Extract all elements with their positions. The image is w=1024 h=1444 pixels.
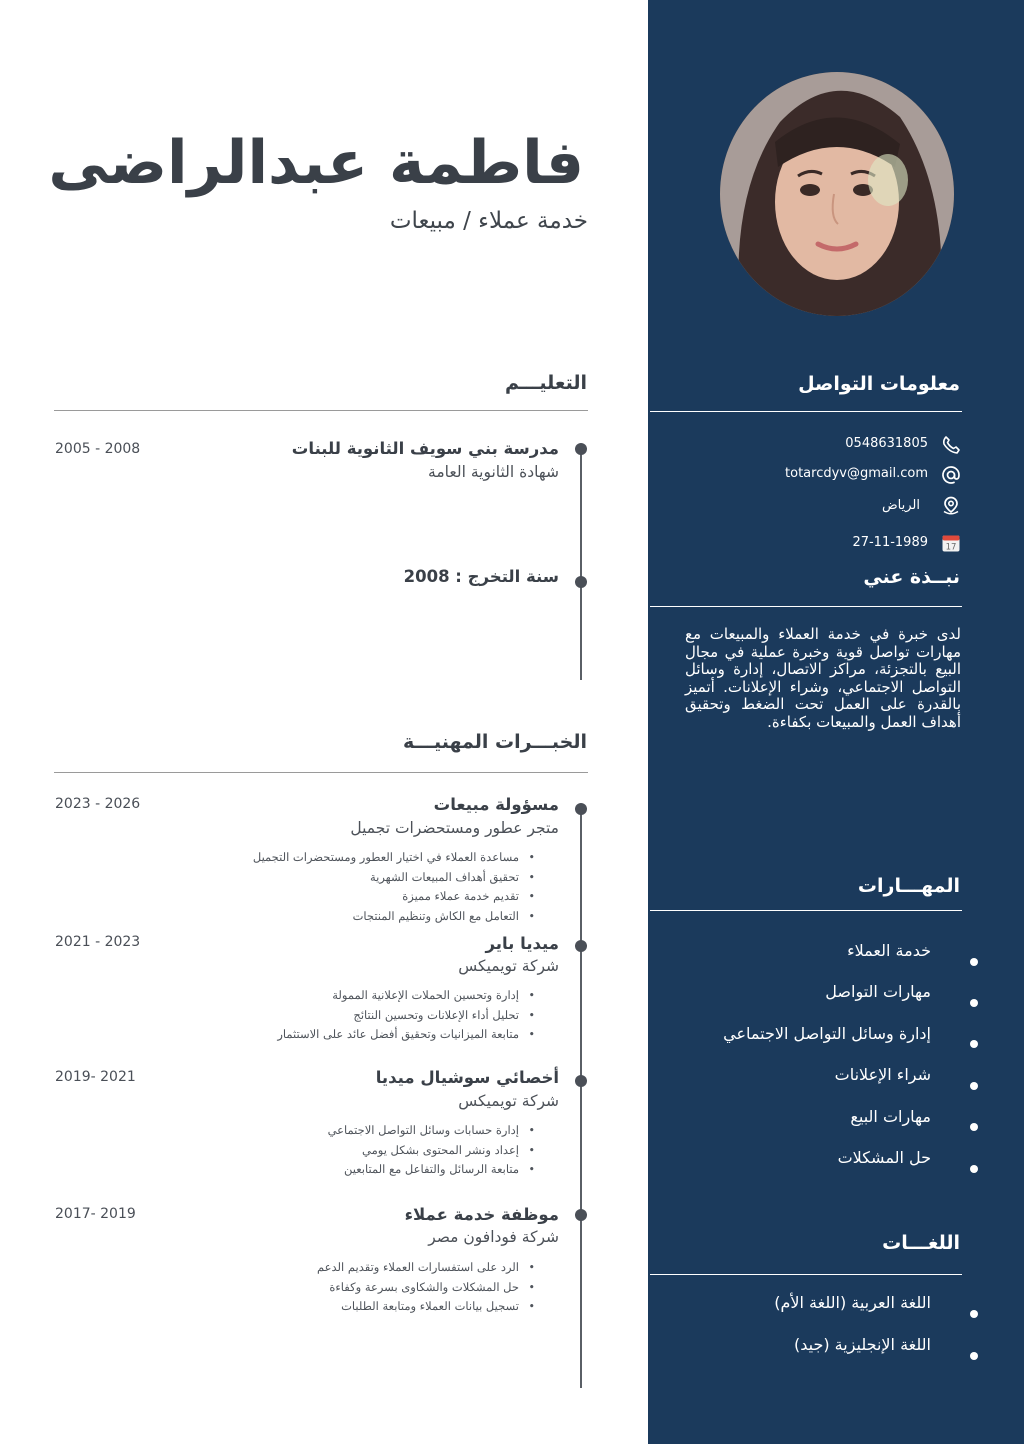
- duty-item: • حل المشكلات والشكاوى بسرعة وكفاءة: [317, 1278, 519, 1298]
- skill-item: خدمة العملاء: [723, 941, 958, 982]
- candidate-name: فاطمة عبدالراضى: [48, 128, 584, 198]
- job-duties: [328, 1121, 535, 1180]
- education-divider: [54, 410, 588, 411]
- job-duties: [253, 848, 535, 926]
- skill-item: مهارات التواصل: [723, 982, 958, 1023]
- job-period: 2023 - 2026: [55, 796, 141, 812]
- contact-divider: [650, 411, 962, 412]
- job-title: خدمة عملاء / مبيعات: [389, 208, 588, 234]
- duty-item: • تحقيق أهداف المبيعات الشهرية: [253, 868, 519, 888]
- education-timeline: [580, 448, 582, 680]
- job-duties: [277, 986, 535, 1045]
- timeline-dot: [575, 1075, 587, 1087]
- language-item: اللغة الإنجليزية (جيد): [774, 1335, 958, 1377]
- duty-item: • إعداد ونشر المحتوى بشكل يومي: [328, 1141, 519, 1161]
- timeline-dot: [575, 1209, 587, 1221]
- duty-item: • متابعة الميزانيات وتحقيق أفضل عائد على الاستثمار: [277, 1025, 519, 1045]
- birth-date: 27-11-1989: [852, 535, 928, 550]
- school-name: مدرسة بني سويف الثانوية للبنات: [291, 439, 559, 458]
- duty-item: • تسجيل بيانات العملاء ومتابعة الطلبات: [317, 1297, 519, 1317]
- skill-item: مهارات البيع: [723, 1107, 958, 1148]
- skill-item: حل المشكلات: [723, 1148, 958, 1189]
- timeline-dot: [575, 940, 587, 952]
- job-company: شركة تويميكس: [458, 1092, 559, 1110]
- duty-item: • إدارة حسابات وسائل التواصل الاجتماعي: [328, 1121, 519, 1141]
- languages-heading: اللغـــات: [882, 1232, 960, 1254]
- timeline-dot: [575, 443, 587, 455]
- email-address[interactable]: totarcdyv@gmail.com: [785, 466, 928, 481]
- languages-list: [774, 1293, 958, 1377]
- job-company: شركة فودافون مصر: [428, 1228, 559, 1246]
- skill-item: شراء الإعلانات: [723, 1065, 958, 1106]
- education-heading: التعليـــم: [504, 372, 587, 394]
- contact-heading: معلومات التواصل: [798, 373, 960, 395]
- degree: شهادة الثانوية العامة: [428, 463, 559, 481]
- duty-item: • مساعدة العملاء في اختيار العطور ومستحضرات التجميل: [253, 848, 519, 868]
- job-role: مسؤولة مبيعات: [433, 795, 559, 814]
- job-role: ميديا باير: [485, 934, 559, 953]
- about-heading: نبــذة عني: [863, 566, 960, 588]
- timeline-dot: [575, 576, 587, 588]
- profile-photo: [720, 72, 954, 316]
- education-years: 2005 - 2008: [55, 441, 141, 457]
- skill-item: إدارة وسائل التواصل الاجتماعي: [723, 1024, 958, 1065]
- skills-divider: [650, 910, 962, 911]
- phone-number[interactable]: 0548631805: [845, 436, 928, 451]
- about-divider: [650, 606, 962, 607]
- duty-item: • تحليل أداء الإعلانات وتحسين النتائج: [277, 1006, 519, 1026]
- graduation-year: سنة التخرج : 2008: [403, 567, 559, 586]
- skills-heading: المهـــارات: [857, 875, 960, 897]
- language-item: اللغة العربية (اللغة الأم): [774, 1293, 958, 1335]
- email-icon: [941, 465, 961, 485]
- about-text: لدى خبرة في خدمة العملاء والمبيعات مع مهارات تواصل قوية وخبرة عملية في مجال البيع بالتجزئة، مراكز الاتصال، إدارة وسائل التواصل الاجتماعي، وشراء الإعلانات. أتميز بالقدرة على العمل تحت الضغط وتحقيق أهداف العمل والمبيعات بكفاءة.: [685, 625, 961, 731]
- job-period: 2017- 2019: [55, 1206, 136, 1222]
- duty-item: • إدارة وتحسين الحملات الإعلانية الممولة: [277, 986, 519, 1006]
- svg-text:17: 17: [945, 542, 957, 553]
- languages-divider: [650, 1274, 962, 1275]
- city: الرياض: [881, 498, 920, 513]
- timeline-dot: [575, 803, 587, 815]
- job-role: موظفة خدمة عملاء: [404, 1205, 559, 1224]
- job-period: 2019- 2021: [55, 1069, 136, 1085]
- job-period: 2021 - 2023: [55, 934, 141, 950]
- duty-item: • متابعة الرسائل والتفاعل مع المتابعين: [328, 1160, 519, 1180]
- skills-list: [723, 941, 958, 1189]
- duty-item: • الرد على استفسارات العملاء وتقديم الدعم: [317, 1258, 519, 1278]
- duty-item: • تقديم خدمة عملاء مميزة: [253, 887, 519, 907]
- job-company: متجر عطور ومستحضرات تجميل: [350, 819, 559, 837]
- job-role: أخصائي سوشيال ميديا: [375, 1068, 559, 1087]
- experience-heading: الخبـــرات المهنيـــة: [402, 731, 587, 753]
- job-duties: [317, 1258, 535, 1317]
- calendar-icon: [941, 533, 961, 553]
- experience-divider: [54, 772, 588, 773]
- experience-timeline: [580, 806, 582, 1388]
- job-company: شركة تويميكس: [458, 957, 559, 975]
- duty-item: • التعامل مع الكاش وتنظيم المنتجات: [253, 907, 519, 927]
- location-icon: [941, 496, 961, 516]
- phone-icon: [941, 435, 961, 455]
